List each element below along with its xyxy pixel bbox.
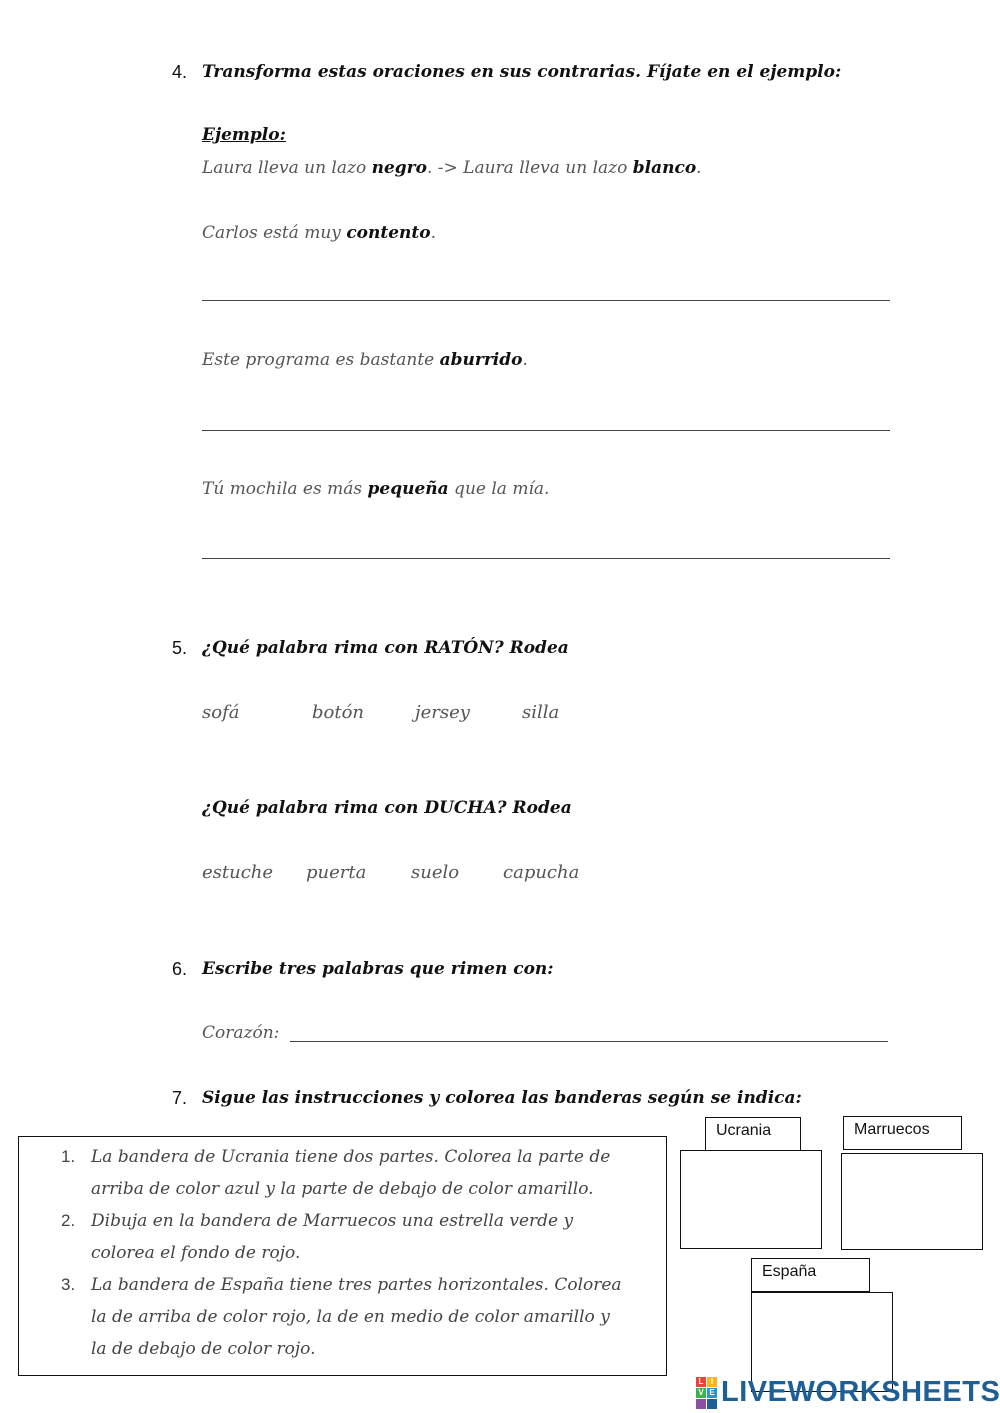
sentence-1 — [202, 223, 436, 243]
flag-ukraine-label: Ucrania — [705, 1117, 801, 1151]
word-jersey[interactable]: jersey — [415, 702, 470, 723]
q7-title: Sigue las instrucciones y colorea las banderas según se indica: — [202, 1088, 802, 1108]
q6-title: Escribe tres palabras que rimen con: — [202, 959, 554, 979]
q5-title-1: ¿Qué palabra rima con RATÓN? Rodea — [202, 638, 569, 658]
q4-number: 4. — [172, 62, 188, 82]
logo-mark-icon — [696, 1377, 717, 1409]
sentence-2-text: Este programa es bastante — [202, 350, 440, 370]
logo-cell-l: L — [696, 1377, 706, 1387]
example-word-blanco: blanco — [632, 158, 697, 178]
logo-cell-i: I — [707, 1377, 717, 1387]
answer-line-3[interactable] — [202, 558, 890, 559]
sentence-1-text: Carlos está muy — [202, 223, 347, 243]
example-sentence — [202, 158, 702, 178]
instruction-2-line-1: Dibuja en la bandera de Marruecos una estrella verde y — [91, 1211, 574, 1231]
instruction-1-number: 1. — [61, 1147, 76, 1166]
answer-line-2[interactable] — [202, 430, 890, 431]
instruction-2-number: 2. — [61, 1211, 76, 1230]
instruction-3-line-2: la de arriba de color rojo, la de en medio de color amarillo y — [91, 1307, 610, 1327]
example-text-1: Laura lleva un lazo — [202, 158, 372, 178]
sentence-2 — [202, 350, 528, 370]
sentence-3 — [202, 479, 549, 499]
flag-spain-label: España — [751, 1258, 870, 1292]
answer-line-1[interactable] — [202, 300, 890, 301]
q5-title-2: ¿Qué palabra rima con DUCHA? Rodea — [202, 798, 572, 818]
q7-number: 7. — [172, 1088, 188, 1108]
instruction-3-line-1: La bandera de España tiene tres partes horizontales. Colorea — [91, 1275, 622, 1295]
sentence-2-keyword: aburrido — [439, 350, 523, 370]
sentence-1-end: . — [430, 223, 436, 243]
q4-title: Transforma estas oraciones en sus contrarias. Fíjate en el ejemplo: — [202, 62, 842, 82]
logo-cell-e: E — [707, 1388, 717, 1398]
logo-text: LIVEWORKSHEETS — [721, 1376, 1000, 1408]
instruction-2-line-2: colorea el fondo de rojo. — [91, 1243, 301, 1263]
word-sofa[interactable]: sofá — [202, 702, 240, 723]
instruction-2 — [61, 1205, 622, 1269]
q6-number: 6. — [172, 959, 188, 979]
word-estuche[interactable]: estuche — [202, 862, 274, 883]
flag-ukraine-box[interactable] — [680, 1150, 822, 1249]
instruction-3-line-3: la de debajo de color rojo. — [91, 1339, 316, 1359]
word-suelo[interactable]: suelo — [411, 862, 460, 883]
q5-number: 5. — [172, 638, 188, 658]
instruction-1-line-2: arriba de color azul y la parte de debajo de color amarillo. — [91, 1179, 594, 1199]
sentence-3-text: Tú mochila es más — [202, 479, 368, 499]
word-puerta[interactable]: puerta — [306, 862, 367, 883]
instruction-1-line-1: La bandera de Ucrania tiene dos partes. Colorea la parte de — [91, 1147, 611, 1167]
flag-morocco-label: Marruecos — [843, 1116, 962, 1150]
q6-prompt: Corazón: — [202, 1023, 280, 1043]
sentence-2-end: . — [522, 350, 528, 370]
sentence-1-keyword: contento — [346, 223, 431, 243]
word-boton[interactable]: botón — [312, 702, 365, 723]
sentence-3-keyword: pequeña — [367, 479, 449, 499]
logo-cell-5 — [696, 1399, 706, 1409]
flag-morocco-box[interactable] — [841, 1153, 983, 1250]
example-label: Ejemplo: — [202, 125, 286, 145]
instructions-box — [18, 1136, 667, 1376]
logo-cell-v: V — [696, 1388, 706, 1398]
word-silla[interactable]: silla — [522, 702, 560, 723]
example-word-negro: negro — [371, 158, 427, 178]
word-capucha[interactable]: capucha — [503, 862, 580, 883]
sentence-3-end: que la mía. — [448, 479, 550, 499]
example-text-2: . -> Laura lleva un lazo — [426, 158, 633, 178]
logo-cell-6 — [707, 1399, 717, 1409]
instruction-1 — [61, 1141, 622, 1205]
instructions-list — [61, 1141, 622, 1365]
example-text-3: . — [696, 158, 702, 178]
instruction-3 — [61, 1269, 622, 1365]
q6-answer-line[interactable] — [290, 1041, 888, 1042]
liveworksheets-logo — [696, 1376, 1000, 1409]
instruction-3-number: 3. — [61, 1275, 76, 1294]
